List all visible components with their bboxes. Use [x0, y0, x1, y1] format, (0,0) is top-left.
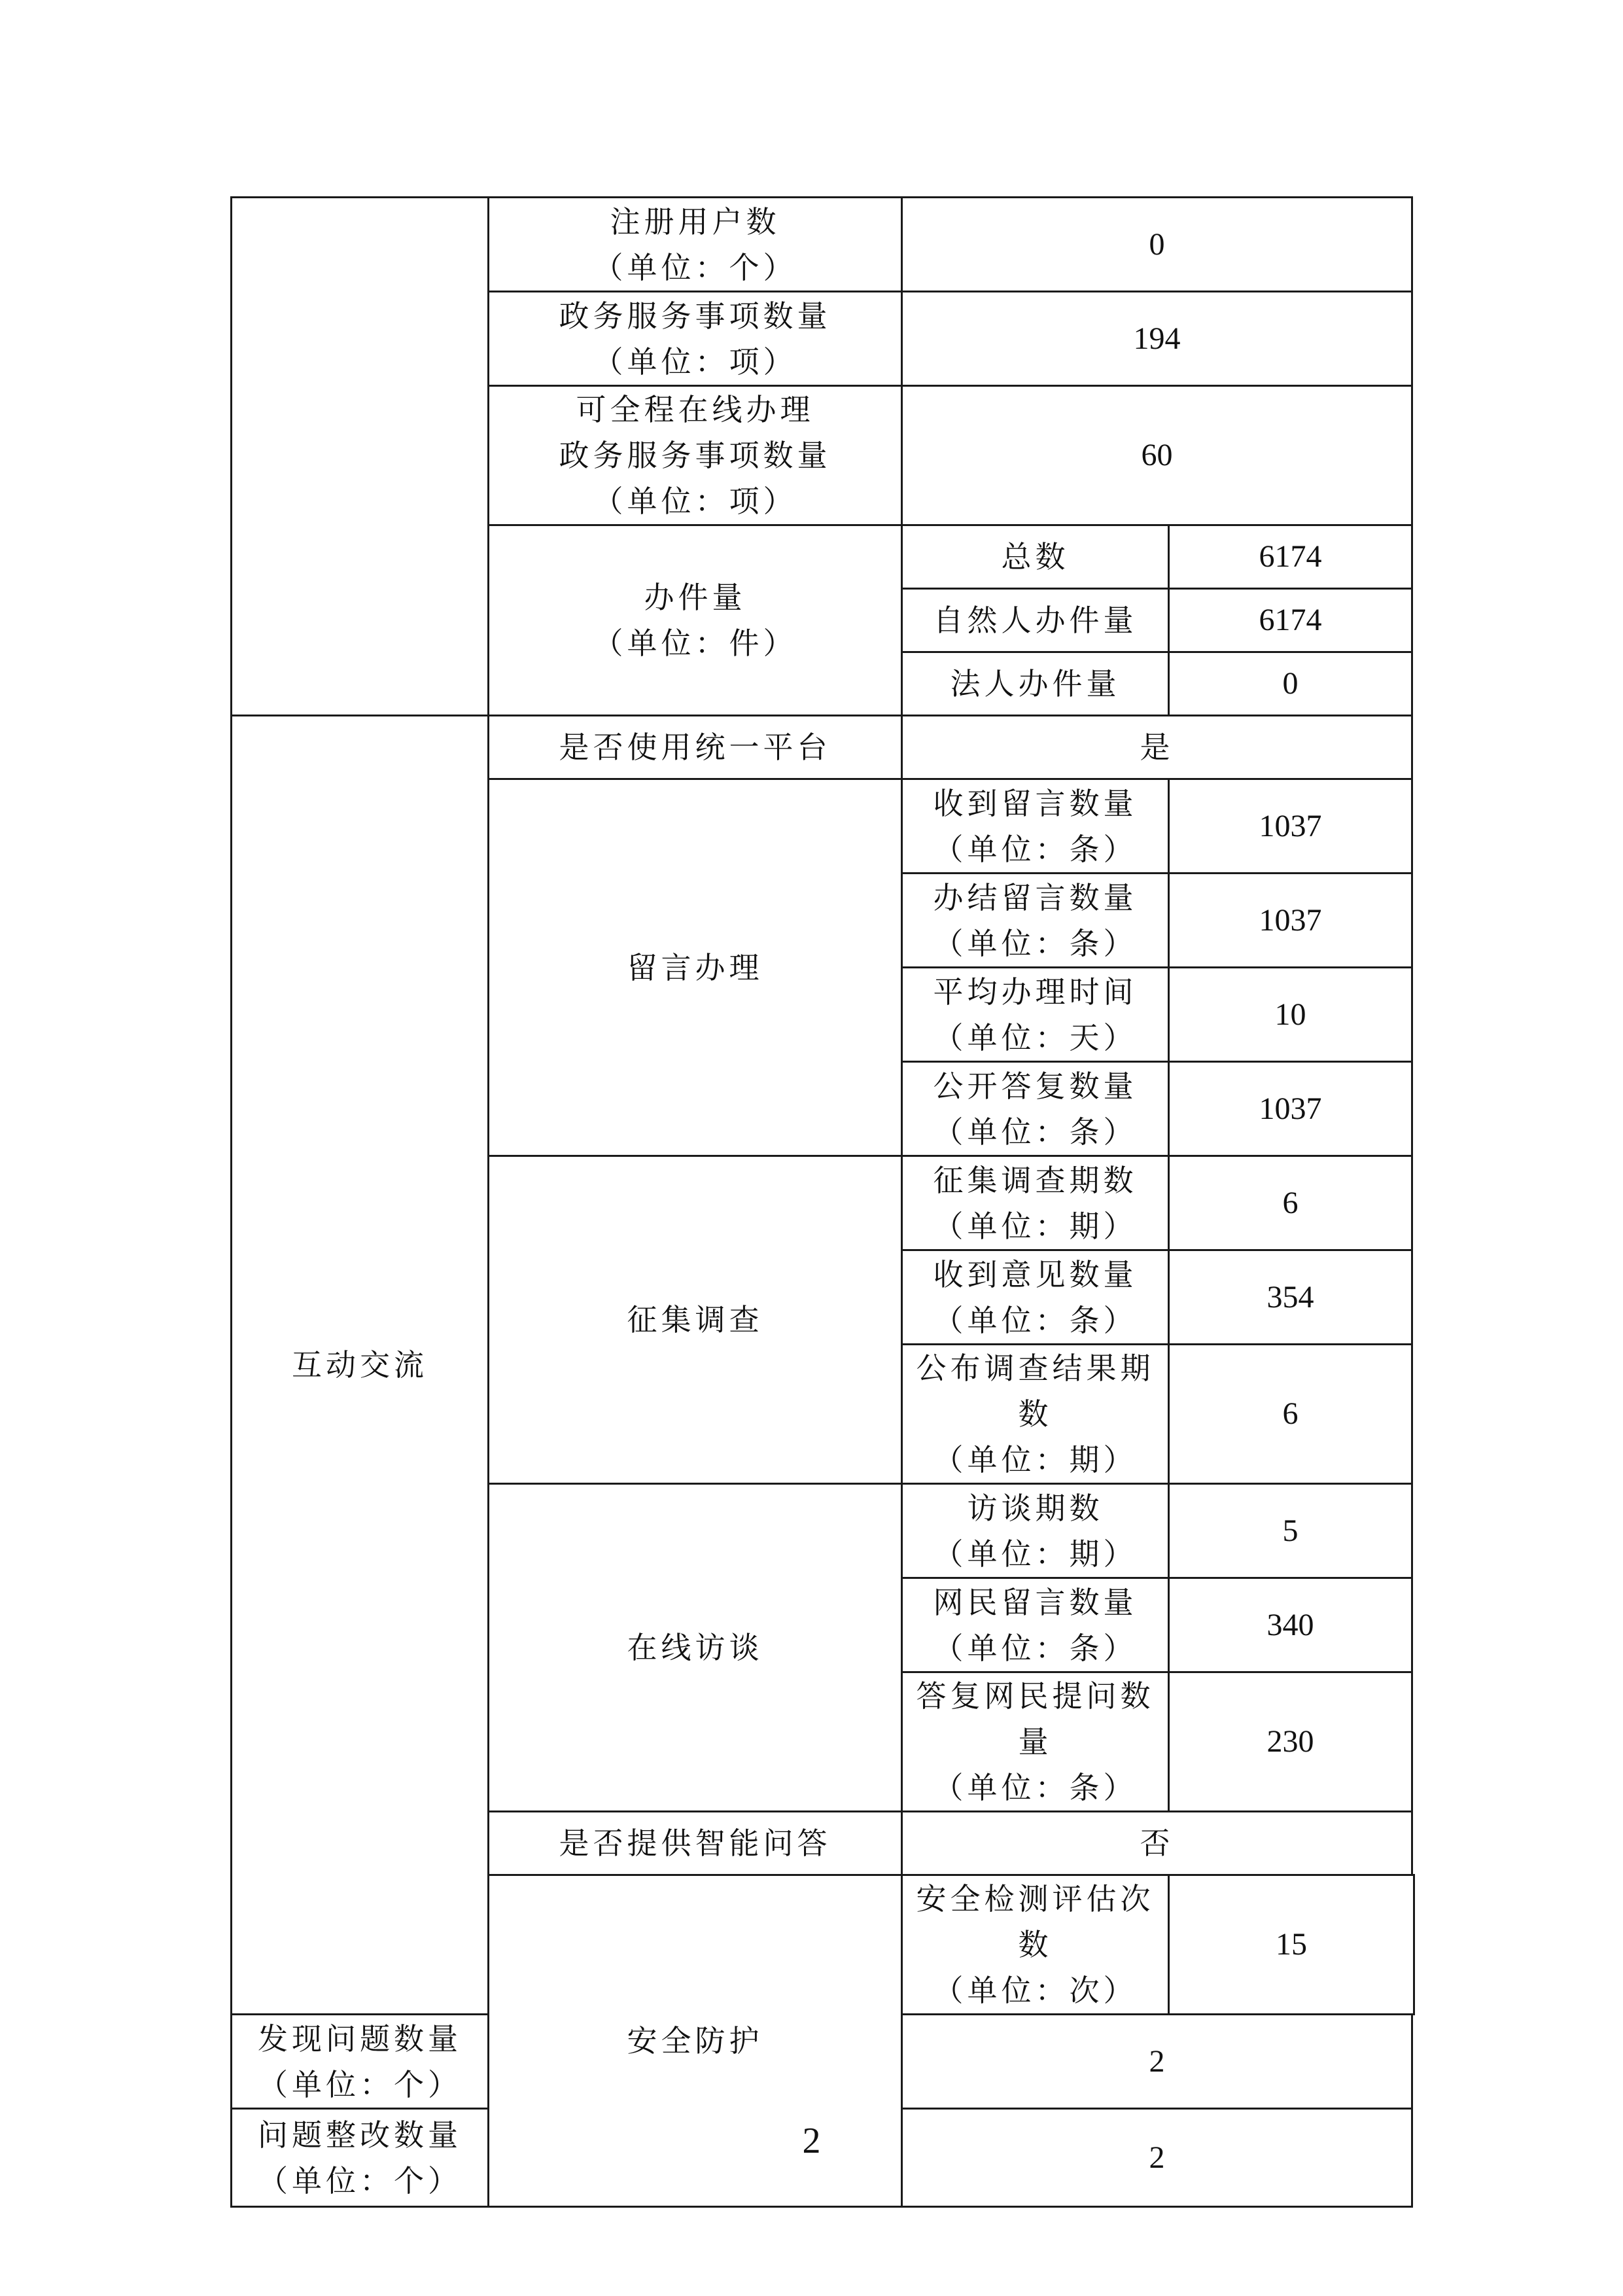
- value-cell: 否: [902, 1812, 1412, 1875]
- sub-label-cell: [902, 1250, 1169, 1345]
- item-unit: （单位：个）: [258, 2066, 462, 2102]
- sub-label-cell: 法人办件量: [902, 652, 1169, 716]
- item-label-cell: 在线访谈: [489, 1484, 902, 1812]
- value-cell: 0: [902, 198, 1412, 292]
- value-cell: 1037: [1169, 874, 1412, 968]
- item-unit: （单位：个）: [258, 2163, 462, 2199]
- value-cell: 0: [1169, 652, 1412, 716]
- item-unit: （单位：项）: [593, 484, 797, 519]
- item-label-cell: 征集调查: [489, 1156, 902, 1484]
- sub-unit: （单位：条）: [933, 1770, 1138, 1805]
- value-cell: 2: [902, 2109, 1412, 2207]
- value-cell: 6174: [1169, 589, 1412, 652]
- item-unit: （单位：个）: [593, 249, 797, 285]
- value-cell: 6: [1169, 1156, 1412, 1250]
- sub-unit: （单位：条）: [933, 1114, 1138, 1150]
- value-cell: 15: [1169, 1875, 1414, 2015]
- sub-label-cell: 自然人办件量: [902, 589, 1169, 652]
- sub-label-cell: [902, 1156, 1169, 1250]
- item-unit: （单位：次）: [933, 1973, 1138, 2008]
- value-cell: 230: [1169, 1672, 1412, 1812]
- sub-label-cell: [902, 968, 1169, 1062]
- item-unit: （单位：项）: [593, 344, 797, 380]
- sub-label: 网民留言数量: [933, 1584, 1138, 1620]
- item-label: 政务服务事项数量: [559, 438, 831, 473]
- value-cell: 1037: [1169, 1062, 1412, 1156]
- value-cell: 10: [1169, 968, 1412, 1062]
- item-label: 安全检测评估次数: [916, 1881, 1155, 1962]
- sub-label-cell: [902, 1484, 1169, 1578]
- sub-unit: （单位：天）: [933, 1019, 1138, 1055]
- sub-label: 平均办理时间: [933, 974, 1138, 1010]
- sub-unit: （单位：条）: [933, 1302, 1138, 1338]
- value-cell: 6: [1169, 1345, 1412, 1484]
- item-label: 发现问题数量: [258, 2021, 462, 2057]
- value-cell: 2: [902, 2015, 1412, 2109]
- statistics-table: [230, 196, 1415, 2208]
- sub-label: 收到留言数量: [933, 785, 1138, 821]
- sub-label: 收到意见数量: [933, 1256, 1138, 1292]
- item-label-cell: 是否使用统一平台: [489, 716, 902, 779]
- item-label-cell: [489, 292, 902, 386]
- group-cell-security: 安全防护: [489, 1875, 902, 2207]
- item-unit: （单位：件）: [593, 626, 797, 661]
- value-cell: 60: [902, 386, 1412, 525]
- value-cell: 是: [902, 716, 1412, 779]
- sub-label-cell: [902, 779, 1169, 874]
- sub-unit: （单位：期）: [933, 1442, 1138, 1477]
- sub-unit: （单位：期）: [933, 1208, 1138, 1244]
- group-cell-continued: [232, 198, 489, 716]
- sub-label-cell: 总数: [902, 525, 1169, 589]
- sub-unit: （单位：条）: [933, 925, 1138, 961]
- value-cell: 5: [1169, 1484, 1412, 1578]
- item-label: 问题整改数量: [258, 2117, 462, 2153]
- item-label-cell: 是否提供智能问答: [489, 1812, 902, 1875]
- sub-label-cell: [902, 874, 1169, 968]
- sub-label: 公开答复数量: [933, 1068, 1138, 1104]
- sub-label-cell: [902, 1345, 1169, 1484]
- item-label-cell: [489, 386, 902, 525]
- value-cell: 194: [902, 292, 1412, 386]
- table-row: [232, 716, 1414, 779]
- sub-unit: （单位：期）: [933, 1536, 1138, 1572]
- value-cell: 354: [1169, 1250, 1412, 1345]
- item-label: 注册用户数: [610, 203, 780, 239]
- group-cell-interaction: 互动交流: [232, 716, 489, 2015]
- value-cell: 1037: [1169, 779, 1412, 874]
- item-label-cell: 留言办理: [489, 779, 902, 1156]
- sub-label-cell: [902, 1672, 1169, 1812]
- sub-label: 办结留言数量: [933, 879, 1138, 915]
- sub-label: 征集调查期数: [933, 1162, 1138, 1198]
- item-label-cell: [489, 198, 902, 292]
- table-row: [232, 198, 1414, 292]
- value-cell: 6174: [1169, 525, 1412, 589]
- item-label: 办件量: [644, 580, 746, 615]
- item-label: 可全程在线办理: [576, 392, 814, 427]
- sub-unit: （单位：条）: [933, 831, 1138, 867]
- sub-label: 公布调查结果期数: [916, 1351, 1155, 1432]
- sub-unit: （单位：条）: [933, 1630, 1138, 1666]
- sub-label: 访谈期数: [967, 1490, 1104, 1526]
- item-label-cell: [489, 525, 902, 716]
- item-label-cell: [232, 2015, 489, 2109]
- item-label-cell: [902, 1875, 1169, 2015]
- sub-label: 答复网民提问数量: [916, 1678, 1155, 1759]
- sub-label-cell: [902, 1578, 1169, 1672]
- sub-label-cell: [902, 1062, 1169, 1156]
- page-number: 2: [802, 2121, 821, 2161]
- item-label: 政务服务事项数量: [559, 298, 831, 334]
- value-cell: 340: [1169, 1578, 1412, 1672]
